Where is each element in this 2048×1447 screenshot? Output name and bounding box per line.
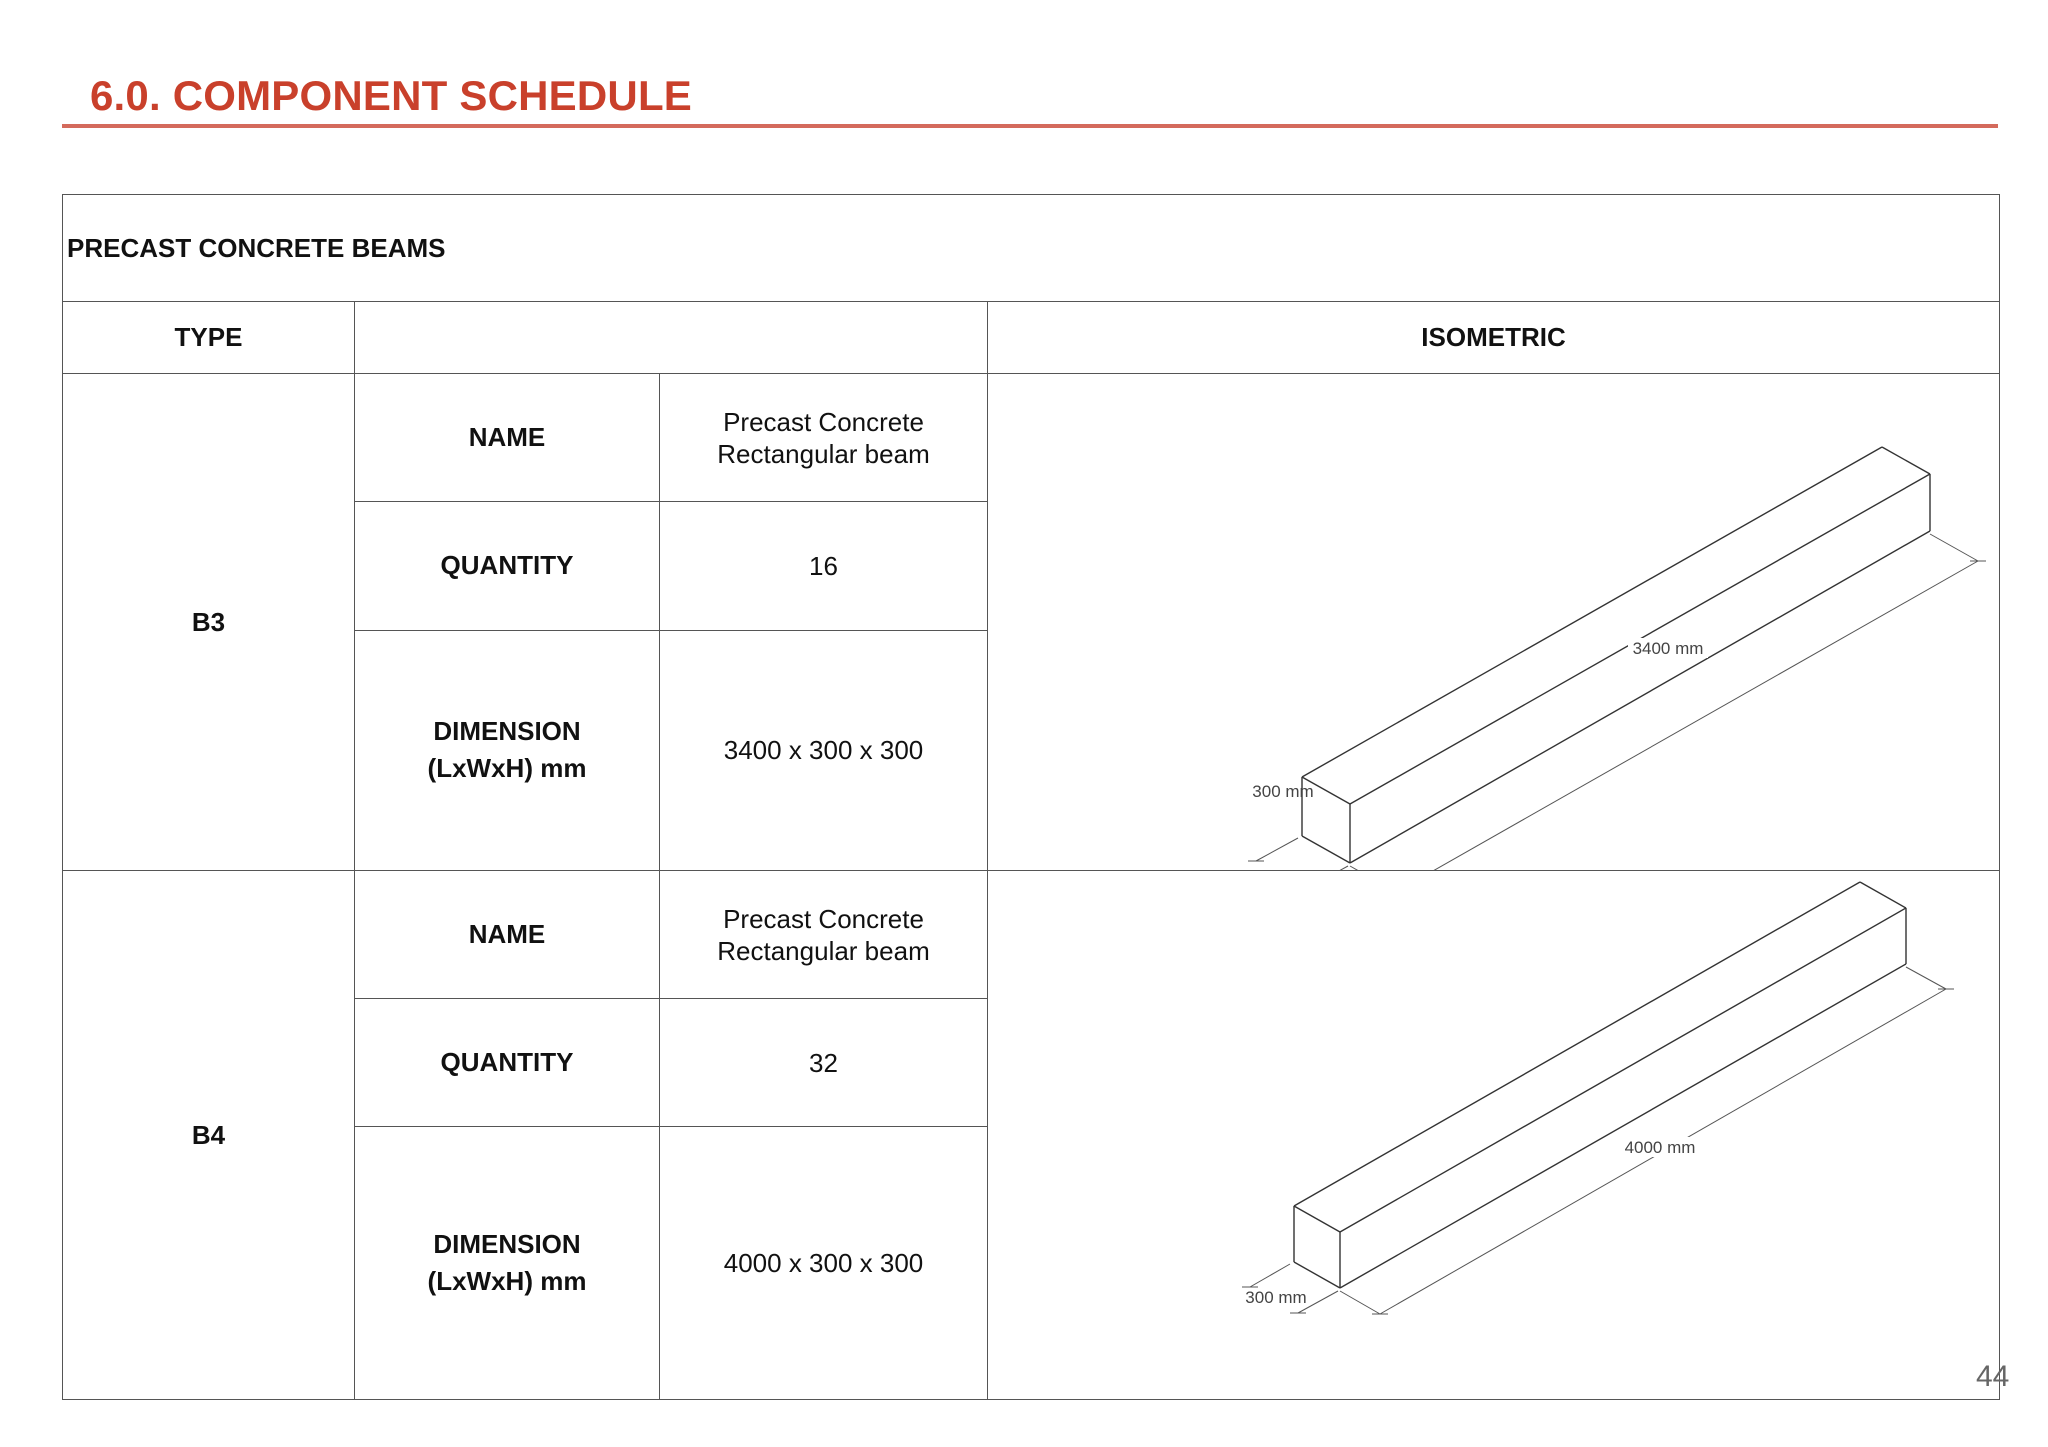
beam-isometric-drawing — [988, 374, 2000, 870]
name-value — [660, 871, 988, 999]
page-number: 44 — [1976, 1360, 2010, 1393]
component-type: B3 — [63, 374, 355, 871]
dimension-label-line: (LxWxH) mm — [427, 1266, 587, 1297]
quantity-value: 32 — [660, 999, 988, 1127]
isometric-drawing-cell — [988, 374, 2000, 871]
name-value-line: Rectangular beam — [717, 935, 930, 966]
section-title: PRECAST CONCRETE BEAMS — [63, 195, 2000, 302]
isometric-width-label: 300 mm — [1252, 782, 1314, 801]
name-label: NAME — [355, 871, 660, 999]
isometric-column-header: ISOMETRIC — [988, 302, 2000, 374]
dimension-label — [355, 1127, 660, 1400]
details-column-header — [355, 302, 988, 374]
name-label: NAME — [355, 374, 660, 502]
beam-isometric-drawing — [988, 871, 2000, 1399]
dimension-value: 4000 x 300 x 300 — [660, 1127, 988, 1400]
quantity-label: QUANTITY — [355, 999, 660, 1127]
name-value — [660, 374, 988, 502]
isometric-length-label: 3400 mm — [1632, 639, 1704, 658]
dimension-label-line: (LxWxH) mm — [427, 753, 587, 784]
dimension-value: 3400 x 300 x 300 — [660, 630, 988, 871]
page-title: 6.0. COMPONENT SCHEDULE — [90, 72, 693, 119]
quantity-value: 16 — [660, 502, 988, 630]
dimension-label-line: DIMENSION — [433, 716, 581, 747]
section-header-row — [63, 195, 2000, 302]
title-underline — [62, 124, 1998, 128]
component-schedule-table — [62, 194, 2000, 1400]
quantity-label: QUANTITY — [355, 502, 660, 630]
component-type: B4 — [63, 871, 355, 1400]
isometric-length-label: 4000 mm — [1624, 1138, 1696, 1157]
isometric-drawing-cell — [988, 871, 2000, 1400]
dimension-label — [355, 630, 660, 871]
table-row — [63, 374, 2000, 502]
table-row — [63, 871, 2000, 999]
isometric-width-label: 300 mm — [1245, 1288, 1307, 1307]
name-value-line: Precast Concrete — [723, 406, 924, 437]
type-column-header: TYPE — [63, 302, 355, 374]
dimension-label-line: DIMENSION — [433, 1229, 581, 1260]
name-value-line: Precast Concrete — [723, 903, 924, 934]
name-value-line: Rectangular beam — [717, 438, 930, 469]
column-header-row — [63, 302, 2000, 374]
